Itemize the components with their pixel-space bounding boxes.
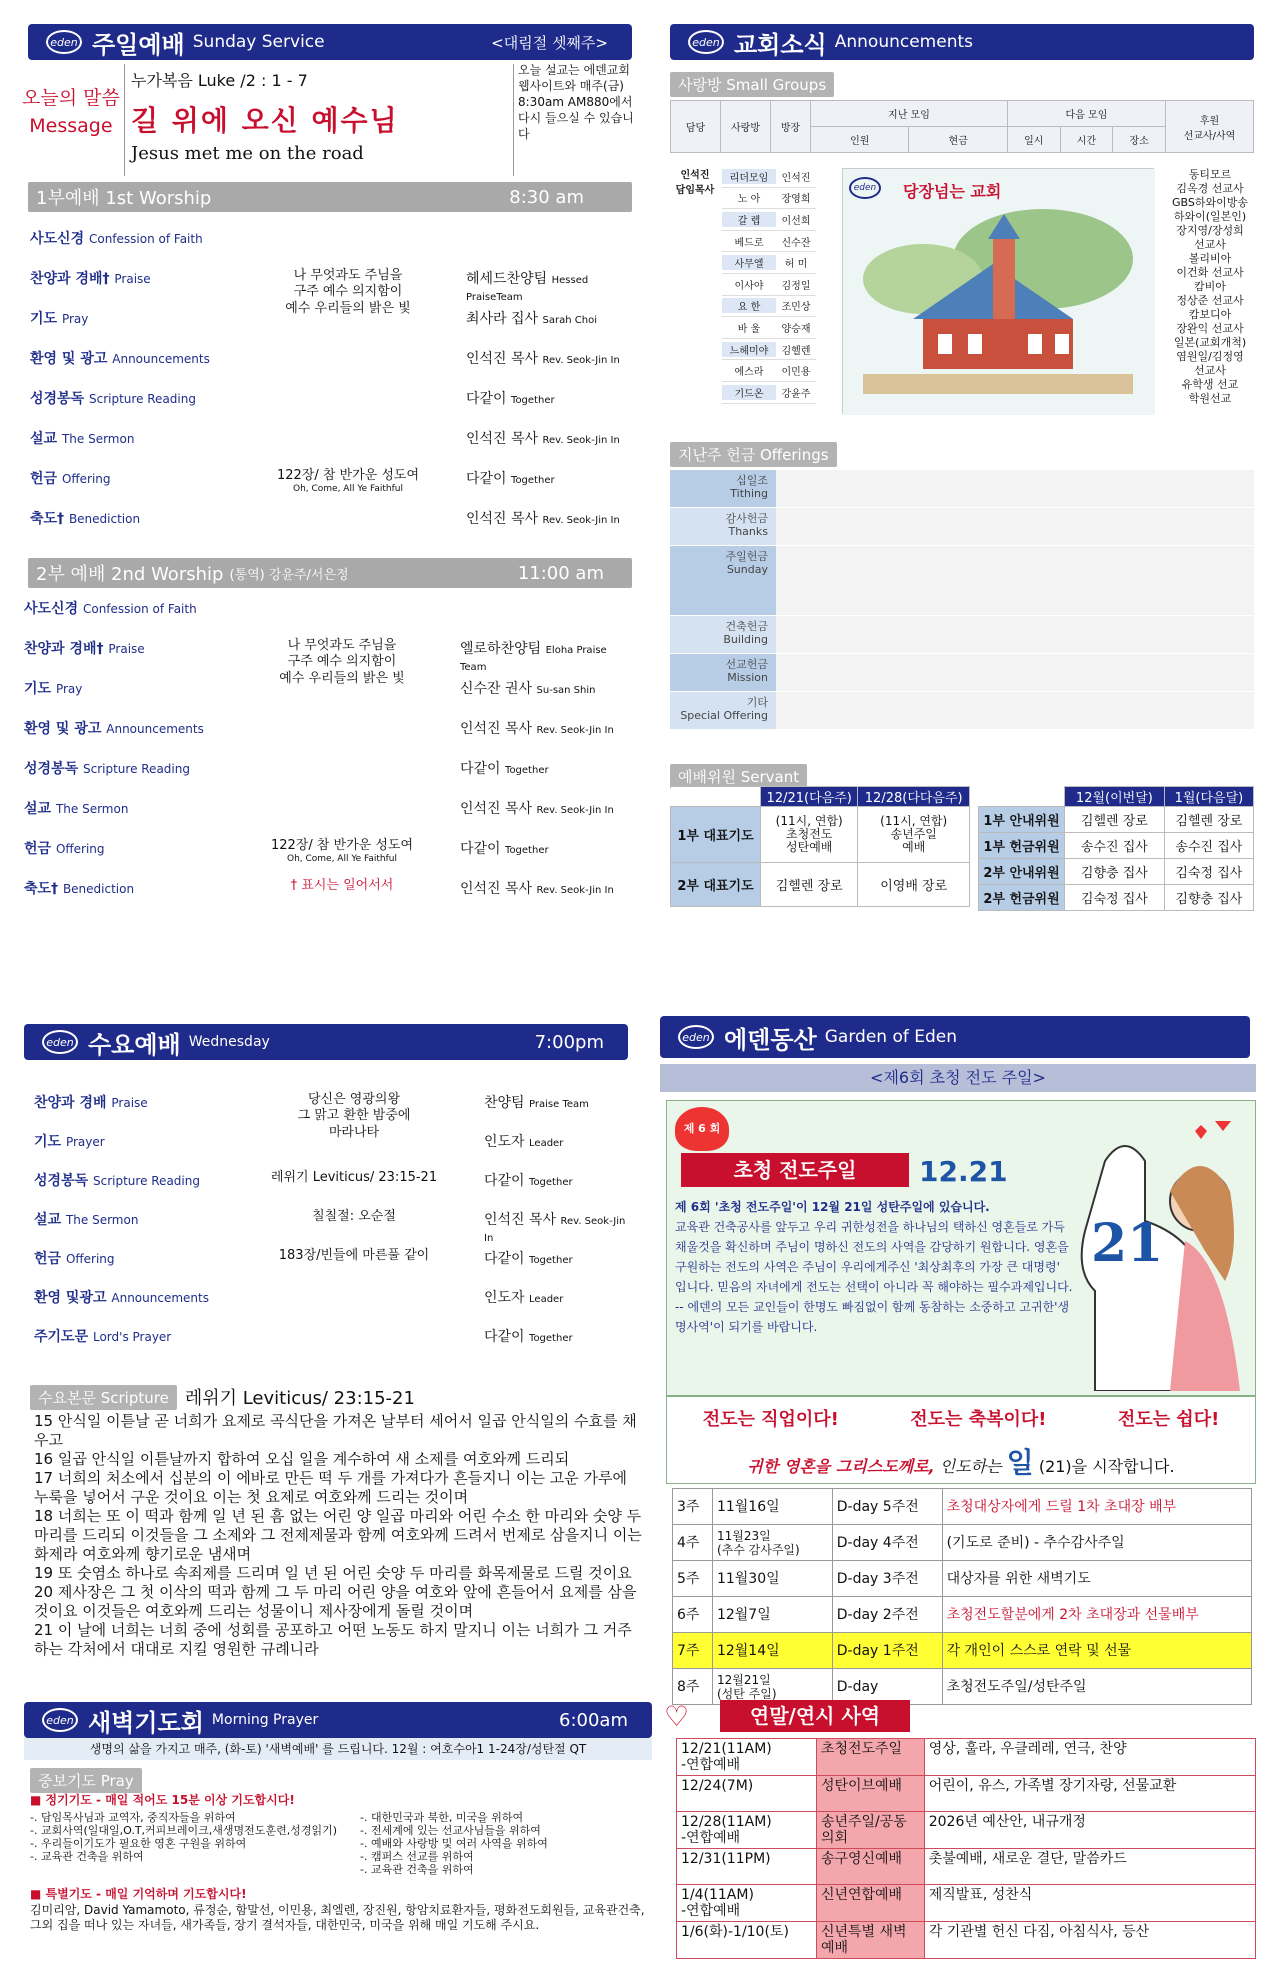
year-row: 1/6(화)-1/10(토) 신년특별 새벽예배 각 기관별 헌신 다짐, 아침식사, 등산 bbox=[677, 1922, 1256, 1959]
group-row: 이사야 김정일 bbox=[722, 274, 816, 296]
prayer-item: -. 교회사역(일대일,O.T,커피브레이크,새생명전도훈련,성경읽기) bbox=[30, 1824, 337, 1837]
slogan-box: 전도는 직업이다! 전도는 축복이다! 전도는 쉽다! 귀한 영혼을 그리스도께로, 인도하는 일 (21)을 시작합니다. bbox=[666, 1396, 1256, 1484]
order-leader: 다같이 Together bbox=[466, 391, 555, 407]
order-detail: 122장/ 참 반가운 성도여 bbox=[276, 468, 420, 483]
order-leader: 신수잔 권사 Su-san Shin bbox=[460, 681, 596, 697]
order-detail: 당신은 영광의왕 그 맑고 환한 밤중에 마라나타 bbox=[297, 1092, 411, 1140]
order-label: 환영 및광고 Announcements bbox=[34, 1290, 209, 1306]
event-poster bbox=[666, 1100, 1256, 1396]
order-row bbox=[34, 1170, 634, 1205]
poster-text: 제 6회 '초청 전도주일'이 12월 21일 성탄주일에 있습니다. 교육관 건축공사를 앞두고 우리 귀한성전을 하나님의 택하신 영혼들로 가득채울것을 확신하며 주님이 명하신 전도의 사역을 감당하기 원합니다. 영혼을 구원하는 전도의 사역은 주님이 우리에게주신 '최상최후의 가장 큰 대명령' 입니다. 믿음의 자녀에게 전도는 선택이 아니라 꼭 해야하는 필수과제입니다. -- 에덴의 모든 교인들이 한명도 빠짐없이 함께 동참하는 소중하고 고귀한'생명사역'이 되기를 바랍니다. bbox=[675, 1200, 1073, 1334]
word-label: 오늘의 말씀 Message bbox=[22, 87, 120, 137]
order-leader: 다같이 Together bbox=[466, 471, 555, 487]
missionary-list: 동티모르 김옥경 선교사 GBS하와이방송 하와이(일본인) 장지영/장성희 선교사 볼리비아 이건화 선교사 캄비아 정상준 선교사 캄보디아 장완익 선교사 일본(교회개척) 염원일/김정영 선교사 유학생 선교 학원선교 bbox=[1172, 168, 1248, 405]
small-groups-table: 담당 사랑방 방장 지난 모임 다음 모임 후원 선교사/사역 인원 현금 일시 시간 장소 bbox=[670, 100, 1254, 153]
group-list bbox=[722, 166, 816, 404]
prayer-item: -. 캠퍼스 선교를 위하여 bbox=[360, 1850, 474, 1863]
order-row bbox=[34, 1248, 634, 1283]
order-row bbox=[30, 388, 630, 424]
order-label: 헌금 Offering bbox=[34, 1251, 115, 1267]
order-leader: 인석진 목사 Rev. Seok-Jin In bbox=[466, 431, 620, 447]
group-row: 요 한 조민상 bbox=[722, 296, 816, 318]
wednesday-text-header: 수요본문 Scripture 레위기 Leviticus/ 23:15-21 bbox=[30, 1384, 415, 1410]
order-detail: 칠칠절: 오순절 bbox=[312, 1209, 396, 1224]
group-row: 바 울 양승재 bbox=[722, 317, 816, 339]
order-leader: 인석진 목사 Rev. Seok-Jin In bbox=[460, 721, 614, 737]
order-row bbox=[24, 798, 624, 834]
order-detail: 122장/ 참 반가운 성도여 bbox=[270, 838, 414, 853]
sermon-title-en: Jesus met me on the road bbox=[131, 143, 364, 164]
dawn-header: eden 새벽기도회 Morning Prayer 6:00am bbox=[24, 1702, 652, 1738]
prayer-item: -. 예배와 사랑방 및 여러 사역을 위하여 bbox=[360, 1837, 548, 1850]
church-illustration bbox=[842, 168, 1154, 414]
order-row bbox=[24, 638, 624, 686]
order-leader: 다같이 Together bbox=[484, 1173, 573, 1189]
order-row bbox=[30, 428, 630, 464]
order-row bbox=[34, 1209, 634, 1244]
order-label: 사도신경 Confession of Faith bbox=[24, 601, 197, 617]
offerings-list bbox=[670, 470, 1254, 730]
eden-logo-icon: eden bbox=[42, 1030, 78, 1054]
order-row bbox=[34, 1287, 634, 1322]
poster-date: 12.21 bbox=[919, 1155, 1008, 1188]
offering-row: 선교헌금 Mission bbox=[670, 654, 1254, 692]
order-leader: 최사라 집사 Sarah Choi bbox=[466, 311, 597, 327]
sunday-title-en: Sunday Service bbox=[192, 32, 325, 52]
order-leader: 인석진 목사 Rev. Seok-Jin In bbox=[484, 1212, 626, 1244]
eden-logo-icon: eden bbox=[849, 177, 881, 199]
prayer-item: -. 교육관 건축을 위하여 bbox=[30, 1850, 144, 1863]
church-drawing-icon bbox=[843, 169, 1155, 415]
year-row: 12/28(11AM) -연합예배 송년주일/공동의회 2026년 예산안, 내규개정 bbox=[677, 1812, 1256, 1849]
group-row: 갈 렙 이선희 bbox=[722, 209, 816, 231]
offerings-label: 지난주 헌금 Offerings bbox=[670, 442, 837, 467]
eden-logo-icon: eden bbox=[42, 1708, 78, 1732]
order-label: 기도 Prayer bbox=[34, 1134, 105, 1150]
church-sign: 당장넘는 교회 bbox=[903, 182, 1002, 201]
schedule-row: 6주 12월7일 D-day 2주전 초청전도할분에게 2차 초대장과 선물배부 bbox=[673, 1597, 1252, 1633]
prayer-item: -. 우리들이기도가 필요한 영혼 구원을 위하여 bbox=[30, 1837, 247, 1850]
prayer-item: -. 담임목사님과 교역자, 중직자들을 위하여 bbox=[30, 1811, 236, 1824]
servant-label: 예배위원 Servant bbox=[670, 764, 807, 789]
eden-logo-icon: eden bbox=[46, 30, 82, 54]
order-leader: 다같이 Together bbox=[484, 1329, 573, 1345]
eden-header: eden 에덴동산 Garden of Eden bbox=[660, 1016, 1250, 1058]
order-leader: 다같이 Together bbox=[484, 1251, 573, 1267]
offering-row: 감사헌금 Thanks bbox=[670, 508, 1254, 546]
offering-row: 십일조 Tithing bbox=[670, 470, 1254, 508]
order-label: 찬양과 경배† Praise bbox=[30, 271, 151, 287]
order-detail: 나 무엇과도 주님을 구주 예수 의지함이 예수 우리들의 밝은 빛 bbox=[279, 638, 405, 686]
order-label: 설교 The Sermon bbox=[30, 431, 135, 447]
second-worship-bar: 2부 예배 2nd Worship (통역) 강윤주/서은정 11:00 am bbox=[28, 558, 632, 588]
order-label: 기도 Pray bbox=[24, 681, 83, 697]
pray-label: 중보기도 Pray bbox=[30, 1768, 142, 1793]
wednesday-header: eden 수요예배 Wednesday 7:00pm bbox=[24, 1024, 628, 1060]
order-row bbox=[34, 1131, 634, 1166]
advent-label: <대림절 셋째주> bbox=[491, 33, 608, 52]
heart-badge-icon: 제 6 회 bbox=[675, 1107, 729, 1151]
order-label: 설교 The Sermon bbox=[24, 801, 129, 817]
order-row bbox=[30, 268, 630, 316]
big-number: 21 bbox=[1091, 1213, 1164, 1274]
verse: 20 제사장은 그 첫 이삭의 떡과 함께 그 두 마리 어린 양을 여호와 앞에 흔들어서 요제를 삼을 것이요 이것들은 여호와께 드리는 성물이니 제사장에게 돌릴 것이며 bbox=[34, 1583, 637, 1620]
order-detail-en: Oh, Come, All Ye Faithful bbox=[286, 854, 398, 864]
poster-title: 초청 전도주일 bbox=[681, 1153, 909, 1187]
offering-row: 기타 Special Offering bbox=[670, 692, 1254, 730]
order-row bbox=[24, 678, 624, 714]
order-label: 환영 및 광고 Announcements bbox=[30, 351, 210, 367]
order-label: 성경봉독 Scripture Reading bbox=[34, 1173, 200, 1189]
offering-row: 건축헌금 Building bbox=[670, 616, 1254, 654]
dawn-desc: 생명의 삶을 가지고 매주, (화-토) '새벽예배' 를 드립니다. 12월 : 여호수아1 1-24장/성탄절 QT bbox=[24, 1738, 652, 1760]
sunday-header bbox=[28, 24, 632, 60]
order-label: 기도 Pray bbox=[30, 311, 89, 327]
order-label: 축도† Benediction bbox=[24, 881, 135, 897]
leader-cell: 인석진 담임목사 bbox=[675, 170, 715, 196]
campaign-schedule bbox=[672, 1488, 1252, 1705]
prayer-item: -. 교육관 건축을 위하여 bbox=[360, 1863, 474, 1876]
group-row: 사무엘 허 미 bbox=[722, 252, 816, 274]
group-row: 에스라 이민용 bbox=[722, 360, 816, 382]
order-leader: 엘로하찬양팀 Eloha Praise Team bbox=[460, 641, 607, 673]
order-row bbox=[30, 468, 630, 504]
year-row: 1/4(11AM) -연합예배 신년연합예배 제직발표, 성찬식 bbox=[677, 1885, 1256, 1922]
order-row bbox=[24, 598, 624, 634]
scripture-ref: 누가복음 Luke /2 : 1 - 7 bbox=[131, 71, 308, 90]
schedule-row: 7주 12월14일 D-day 1주전 각 개인이 스스로 연락 및 선물 bbox=[673, 1633, 1252, 1669]
order-row bbox=[30, 508, 630, 544]
group-row: 리더모임 인석진 bbox=[722, 166, 816, 188]
duty-table: 12월(이번달) 1월(다음달) 1부 안내위원 김헬렌 장로 김헬렌 장로 1부 헌금위원 송수진 집사 송수진 집사 2부 안내위원 김향충 집사 김숙정 집사 2부 헌금위원 김숙정 집사 김향충 집사 bbox=[978, 786, 1254, 911]
schedule-row: 3주 11월16일 D-day 5주전 초청대상자에게 드릴 1차 초대장 배부 bbox=[673, 1489, 1252, 1525]
verse: 16 일곱 안식일 이튿날까지 합하여 오십 일을 계수하여 새 소제를 여호와께 드리되 bbox=[34, 1450, 570, 1468]
order-row bbox=[30, 228, 630, 264]
order-label: 찬양과 경배† Praise bbox=[24, 641, 145, 657]
verse: 19 또 숫염소 하나로 속죄제를 드리며 일 년 된 어린 숫양 두 마리를 화목제물로 드릴 것이요 bbox=[34, 1564, 632, 1582]
prayer-item: -. 전세계에 있는 선교사님들을 위하여 bbox=[360, 1824, 541, 1837]
eden-logo-icon: eden bbox=[688, 30, 724, 54]
group-row: 기드온 강윤주 bbox=[722, 382, 816, 404]
sunday-title: 주일예배 bbox=[92, 30, 185, 59]
order-label: 설교 The Sermon bbox=[34, 1212, 139, 1228]
order-label: 헌금 Offering bbox=[24, 841, 105, 857]
year-row: 12/31(11PM) 송구영신예배 촛불예배, 새로운 결단, 말씀카드 bbox=[677, 1849, 1256, 1885]
year-row: 12/21(11AM) -연합예배 초청전도주일 영상, 훌라, 우클레레, 연극, 찬양 bbox=[677, 1739, 1256, 1776]
order-leader: 인석진 목사 Rev. Seok-Jin In bbox=[460, 881, 614, 897]
verse: 18 너희는 또 이 떡과 함께 일 년 된 흠 없는 어린 양 일곱 마리와 어린 수소 한 마리와 숫양 두 마리를 드리되 이것들을 그 소제와 그 전제제물과 함께 여호와께 드려서 번제로 삼을지니 이는 화제라 여호와께 향기로운 냄새며 bbox=[34, 1507, 642, 1563]
sermon-box bbox=[124, 64, 514, 176]
order-label: 환영 및 광고 Announcements bbox=[24, 721, 204, 737]
order-label: 헌금 Offering bbox=[30, 471, 111, 487]
order-leader: 다같이 Together bbox=[460, 761, 549, 777]
year-end-title: 연말/연시 사역 bbox=[720, 1700, 910, 1732]
announce-header: eden 교회소식 Announcements bbox=[670, 24, 1254, 60]
order-leader: 인석진 목사 Rev. Seok-Jin In bbox=[460, 801, 614, 817]
order-leader: 인석진 목사 Rev. Seok-Jin In bbox=[466, 511, 620, 527]
order-detail: † 표시는 일어서서 bbox=[290, 878, 394, 893]
year-end-table bbox=[676, 1738, 1256, 1959]
order-detail-en: Oh, Come, All Ye Faithful bbox=[292, 484, 404, 494]
eden-logo-icon: eden bbox=[678, 1025, 714, 1049]
heart-icon: ♡ bbox=[664, 1700, 690, 1733]
offering-row: 주일헌금 Sunday bbox=[670, 546, 1254, 616]
replay-notice: 오늘 설교는 에덴교회 웹사이트와 매주(금) 8:30am AM880에서 다시 들으실 수 있습니다 bbox=[518, 63, 634, 141]
schedule-row: 5주 11월30일 D-day 3주전 대상자를 위한 새벽기도 bbox=[673, 1561, 1252, 1597]
small-groups-label: 사랑방 Small Groups bbox=[670, 72, 834, 97]
sermon-title: 길 위에 오신 예수님 bbox=[131, 104, 399, 137]
order-label: 축도† Benediction bbox=[30, 511, 141, 527]
group-row: 느헤미야 김헬렌 bbox=[722, 339, 816, 361]
order-leader: 다같이 Together bbox=[460, 841, 549, 857]
order-detail: 레위기 Leviticus/ 23:15-21 bbox=[270, 1170, 438, 1185]
prayer-list: ■ 정기기도 - 매일 적어도 15분 이상 기도합시다! -. 담임목사님과 교역자, 중직자들을 위하여 -. 교회사역(일대일,O.T,커피브레이크,새생명전도훈련,성경읽기) -. 우리들이기도가 필요한 영혼 구원을 위하여 -. 교육관 건축을 위하여 -. 대한민국과 북한, 미국을 위하여 -. 전세계에 있는 선교사님들을 위하여 -. 예배와 사랑방 및 여러 사역을 위하여 -. 캠퍼스 선교를 위하여 -. 교육관 건축을 위하여 ■ 특별기도 - 매일 기억하며 기도합시다! 김미리암, David Yamamoto, 류정순, 함말선, 이민용, 최엘렌, 장진원, 항암치료환자들, 평화전도회원들, 교육관건축, 그외 집을 떠나 있는 자녀들, 새가족들, 장기 결석자들, 대한민국, 미국을 위해 매일 기도해 주시요. bbox=[30, 1794, 650, 1933]
group-row: 베드로 신수잔 bbox=[722, 231, 816, 253]
first-worship-bar: 1부예배 1st Worship 8:30 am bbox=[28, 182, 632, 212]
verse: 21 이 날에 너희는 너희 중에 성회를 공포하고 어떤 노동도 하지 말지니 이는 너희가 그 거주하는 각처에서 대대로 지킬 영원한 규례니라 bbox=[34, 1621, 632, 1658]
order-label: 사도신경 Confession of Faith bbox=[30, 231, 203, 247]
order-row bbox=[30, 308, 630, 344]
verse: 15 안식일 이튿날 곧 너희가 요제로 곡식단을 가져온 날부터 세어서 일곱 안식일의 수효를 채우고 bbox=[34, 1412, 637, 1449]
wednesday-verses bbox=[34, 1412, 644, 1659]
order-detail: 183장/빈들에 마른풀 같이 bbox=[278, 1248, 430, 1263]
order-label: 성경봉독 Scripture Reading bbox=[30, 391, 196, 407]
year-row: 12/24(7M) 성탄이브예배 어린이, 유스, 가족별 장기자랑, 선물교환 bbox=[677, 1776, 1256, 1812]
order-row bbox=[30, 348, 630, 384]
order-leader: 찬양팀 Praise Team bbox=[484, 1095, 589, 1111]
order-row bbox=[34, 1326, 634, 1361]
group-row: 노 아 장영희 bbox=[722, 188, 816, 210]
order-row bbox=[24, 758, 624, 794]
order-leader: 헤세드찬양팀 Hessed PraiseTeam bbox=[466, 271, 589, 303]
order-leader: 인도자 Leader bbox=[484, 1290, 564, 1306]
order-row bbox=[24, 838, 624, 874]
order-detail: 나 무엇과도 주님을 구주 예수 의지함이 예수 우리들의 밝은 빛 bbox=[285, 268, 411, 316]
order-leader: 인도자 Leader bbox=[484, 1134, 564, 1150]
order-leader: 인석진 목사 Rev. Seok-Jin In bbox=[466, 351, 620, 367]
order-row bbox=[24, 878, 624, 914]
verse: 17 너희의 처소에서 십분의 이 에바로 만든 떡 두 개를 가져다가 흔들지니 이는 고운 가루에 누룩을 넣어서 구운 것이요 이는 첫 요제로 여호와께 드리는 것이며 bbox=[34, 1469, 627, 1506]
order-label: 성경봉독 Scripture Reading bbox=[24, 761, 190, 777]
prayer-item: -. 대한민국과 북한, 미국을 위하여 bbox=[360, 1811, 524, 1824]
order-row bbox=[24, 718, 624, 754]
order-label: 찬양과 경배 Praise bbox=[34, 1095, 148, 1111]
schedule-row: 8주 12월21일 (성탄 주일) D-day 초청전도주일/성탄주일 bbox=[673, 1669, 1252, 1705]
event-title: <제6회 초청 전도 주일> bbox=[660, 1064, 1256, 1092]
order-row bbox=[34, 1092, 634, 1140]
servant-table: 12/21(다음주) 12/28(다다음주) 1부 대표기도 (11시, 연합) 초청전도 성탄예배 (11시, 연합) 송년주일 예배 2부 대표기도 김헬렌 장로 이영배 장로 bbox=[670, 786, 970, 907]
schedule-row: 4주 11월23일 (추수 감사주일) D-day 4주전 (기도로 준비) - 추수감사주일 bbox=[673, 1525, 1252, 1561]
order-label: 주기도문 Lord's Prayer bbox=[34, 1329, 172, 1345]
